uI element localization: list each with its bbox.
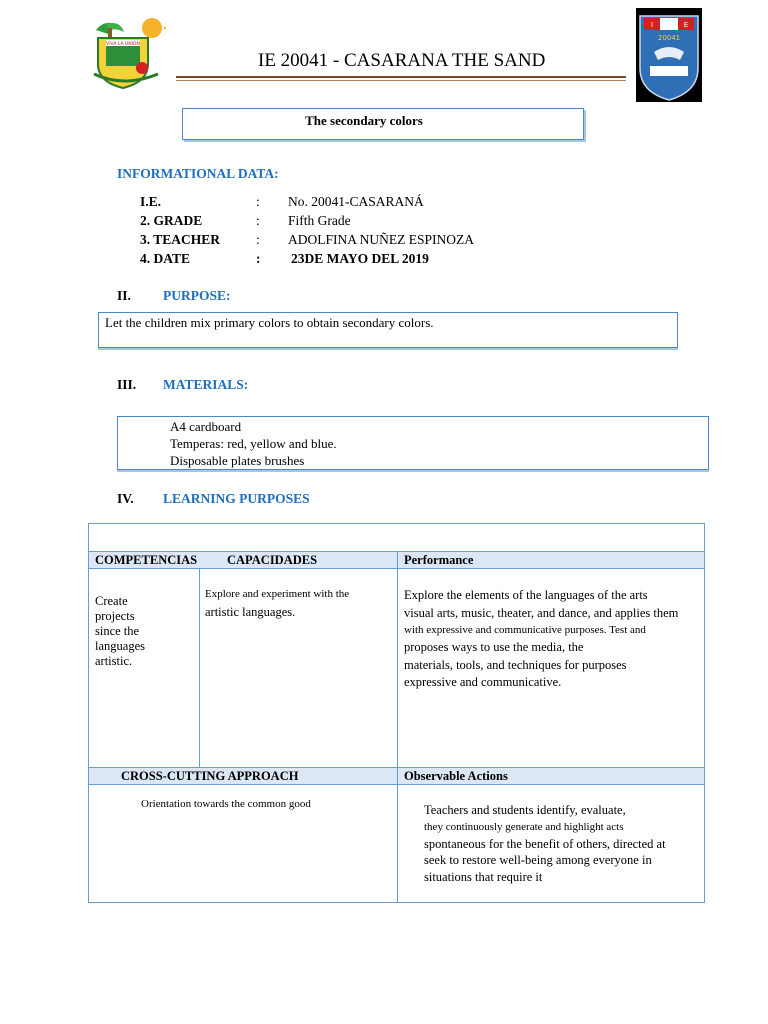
header-observable: Observable Actions [404,769,508,783]
school-crest-logo [86,16,168,92]
info-label-grade: 2. GRADE [140,213,203,228]
purpose-number: II. [117,288,131,303]
info-value-date: 23DE MAYO DEL 2019 [291,251,429,266]
info-value-teacher: ADOLFINA NUÑEZ ESPINOZA [288,232,474,247]
purpose-heading: PURPOSE: [163,288,231,303]
learning-heading: LEARNING PURPOSES [163,491,310,506]
header-competencias: COMPETENCIAS [95,553,198,567]
school-title: IE 20041 - CASARANA THE SAND [258,50,546,71]
topic-title: The secondary colors [305,113,423,128]
header-capacidades: CAPACIDADES [227,553,318,567]
learning-purposes-table [88,523,705,903]
materials-box [117,416,709,470]
observable-text: Teachers and students identify, evaluate, they continuously generate and highlight acts spontaneous for the benefit of others, directed at seek to restore well-being among everyone in situations that require it [424,803,666,884]
info-sep-teacher: : [256,232,260,247]
info-sep-grade: : [256,213,260,228]
crosscutting-text: Orientation towards the common good [141,798,311,810]
svg-text:20041: 20041 [657,34,681,42]
competencia-text: Create projects since the languages artistic. [95,594,145,668]
title-underline-thin [176,80,626,81]
info-sep-ie: : [256,194,260,209]
informational-heading: INFORMATIONAL DATA: [117,166,279,181]
materials-heading: MATERIALS: [163,377,249,392]
performance-text: Explore the elements of the languages of the arts visual arts, music, theater, and dance, and applies them with expressive and communicative purposes. Test and proposes ways to use the media, the materials, tools, and techniques for purposes expressive and communicative. [404,588,679,690]
header-performance: Performance [404,553,474,567]
info-label-ie: I.E. [140,194,162,209]
info-label-date: 4. DATE [140,251,191,266]
info-label-teacher: 3. TEACHER [140,232,221,247]
material-item: Temperas: red, yellow and blue. [170,436,337,451]
info-value-grade: Fifth Grade [288,213,351,228]
svg-text:I: I [650,21,654,29]
capacidad-text: Explore and experiment with the artistic languages. [205,588,350,619]
material-item: A4 cardboard [170,419,242,434]
purpose-text: Let the children mix primary colors to obtain secondary colors. [105,315,434,330]
info-value-ie: No. 20041-CASARANÁ [288,194,424,209]
title-underline [176,76,626,78]
purpose-box [98,312,678,348]
header-crosscutting: CROSS-CUTTING APPROACH [121,769,299,783]
svg-text:E: E [683,21,689,29]
material-item: Disposable plates brushes [170,453,305,468]
school-badge-logo [636,8,702,102]
learning-number: IV. [117,491,134,506]
info-sep-date: : [256,251,261,266]
topic-box [182,108,584,140]
materials-number: III. [117,377,137,392]
svg-text:VIVA LA UNION: VIVA LA UNION [106,42,140,47]
